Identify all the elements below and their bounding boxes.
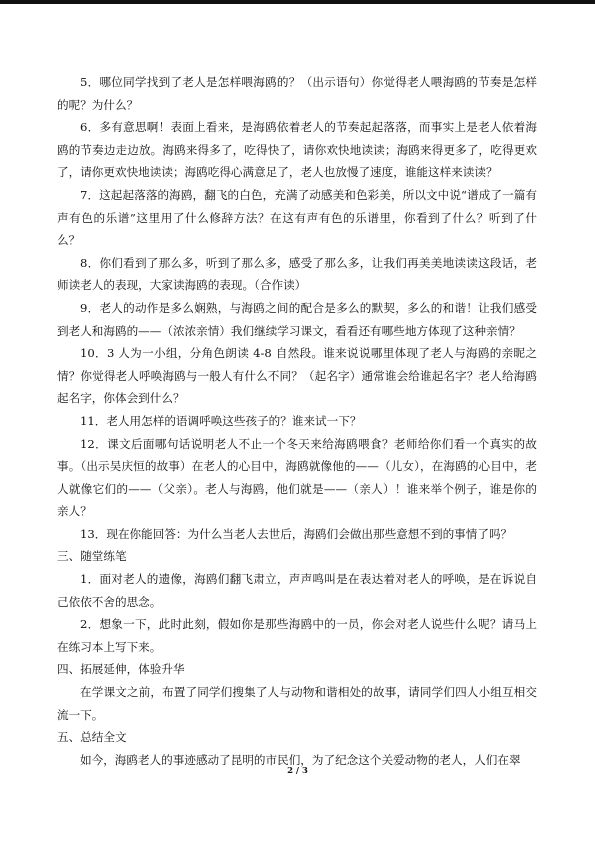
paragraph-item-13: 13．现在你能回答：为什么当老人去世后，海鸥们会做出那些意想不到的事情了吗？ [80, 526, 513, 541]
section-heading-summary: 五、总结全文 [57, 730, 127, 745]
paragraph-extension: 在学课文之前，布置了同学们搜集了人与动物和谐相处的故事，请同学们四人小组互相交流一下。 [57, 685, 537, 722]
paragraph-summary: 如今，海鸥老人的事迹感动了昆明的市民们，为了纪念这个关爱动物的老人，人们在翠 [80, 752, 521, 767]
paragraph-item-9: 9．老人的动作是多么娴熟，与海鸥之间的配合是多么的默契，多么的和谐！让我们感受到老人和海鸥的——（浓浓亲情）我们继续学习课文，看看还有哪些地方体现了这种亲情？ [57, 300, 537, 338]
top-border [0, 0, 595, 4]
document-body [57, 71, 537, 771]
paragraph-practice-2: 2．想象一下，此时此刻，假如你是那些海鸥中的一员，你会对老人说些什么呢？请马上在练习本上写下来。 [57, 617, 537, 654]
page-number: 2 / 3 [287, 766, 308, 776]
section-heading-practice: 三、随堂练笔 [57, 549, 127, 564]
paragraph-item-5: 5．哪位同学找到了老人是怎样喂海鸥的？（出示语句）你觉得老人喂海鸥的节奏是怎样的呢？为什么？ [57, 75, 537, 112]
paragraph-practice-1: 1．面对老人的遗像，海鸥们翻飞肃立，声声鸣叫是在表达着对老人的呼唤，是在诉说自己依依不舍的思念。 [57, 572, 537, 609]
section-heading-extension: 四、拓展延伸，体验升华 [57, 662, 185, 677]
paragraph-item-12: 12．课文后面哪句话说明老人不止一个冬天来给海鸥喂食？老师给你们看一个真实的故事。（出示吴庆恒的故事）在老人的心目中，海鸥就像他的——（儿女），在海鸥的心目中，老人就像它们的——（父亲）。老人与海鸥，他们就是——（亲人）！谁来举个例子，谁是你的亲人？ [57, 436, 537, 519]
paragraph-item-10: 10．3 人为一小组，分角色朗读 4-8 自然段。谁来说说哪里体现了老人与海鸥的亲昵之情？你觉得老人呼唤海鸥与一般人有什么不同？（起名字）通常谁会给谁起名字？老人给海鸥起名字，你体会到什么？ [57, 346, 537, 406]
paragraph-item-11: 11．老人用怎样的语调呼唤这些孩子的？谁来试一下？ [80, 413, 362, 428]
paragraph-item-8: 8．你们看到了那么多，听到了那么多，感受了那么多，让我们再美美地读读这段话，老师读老人的表现，大家读海鸥的表现。（合作读） [57, 255, 537, 293]
paragraph-item-7: 7．这起起落落的海鸥，翻飞的白色，充满了动感美和色彩美，所以文中说“谱成了一篇有声有色的乐谱”这里用了什么修辞方法？在这有声有色的乐谱里，你看到了什么？听到了什么？ [57, 187, 537, 248]
paragraph-item-6: 6．多有意思啊！表面上看来，是海鸥依着老人的节奏起起落落，而事实上是老人依着海鸥的节奏边走边放。海鸥来得多了，吃得快了，请你欢快地读读；海鸥来得更多了，吃得更欢了，请你更欢快地读读；海鸥吃得心满意足了，老人也放慢了速度，谁能这样来读读？ [57, 120, 537, 180]
